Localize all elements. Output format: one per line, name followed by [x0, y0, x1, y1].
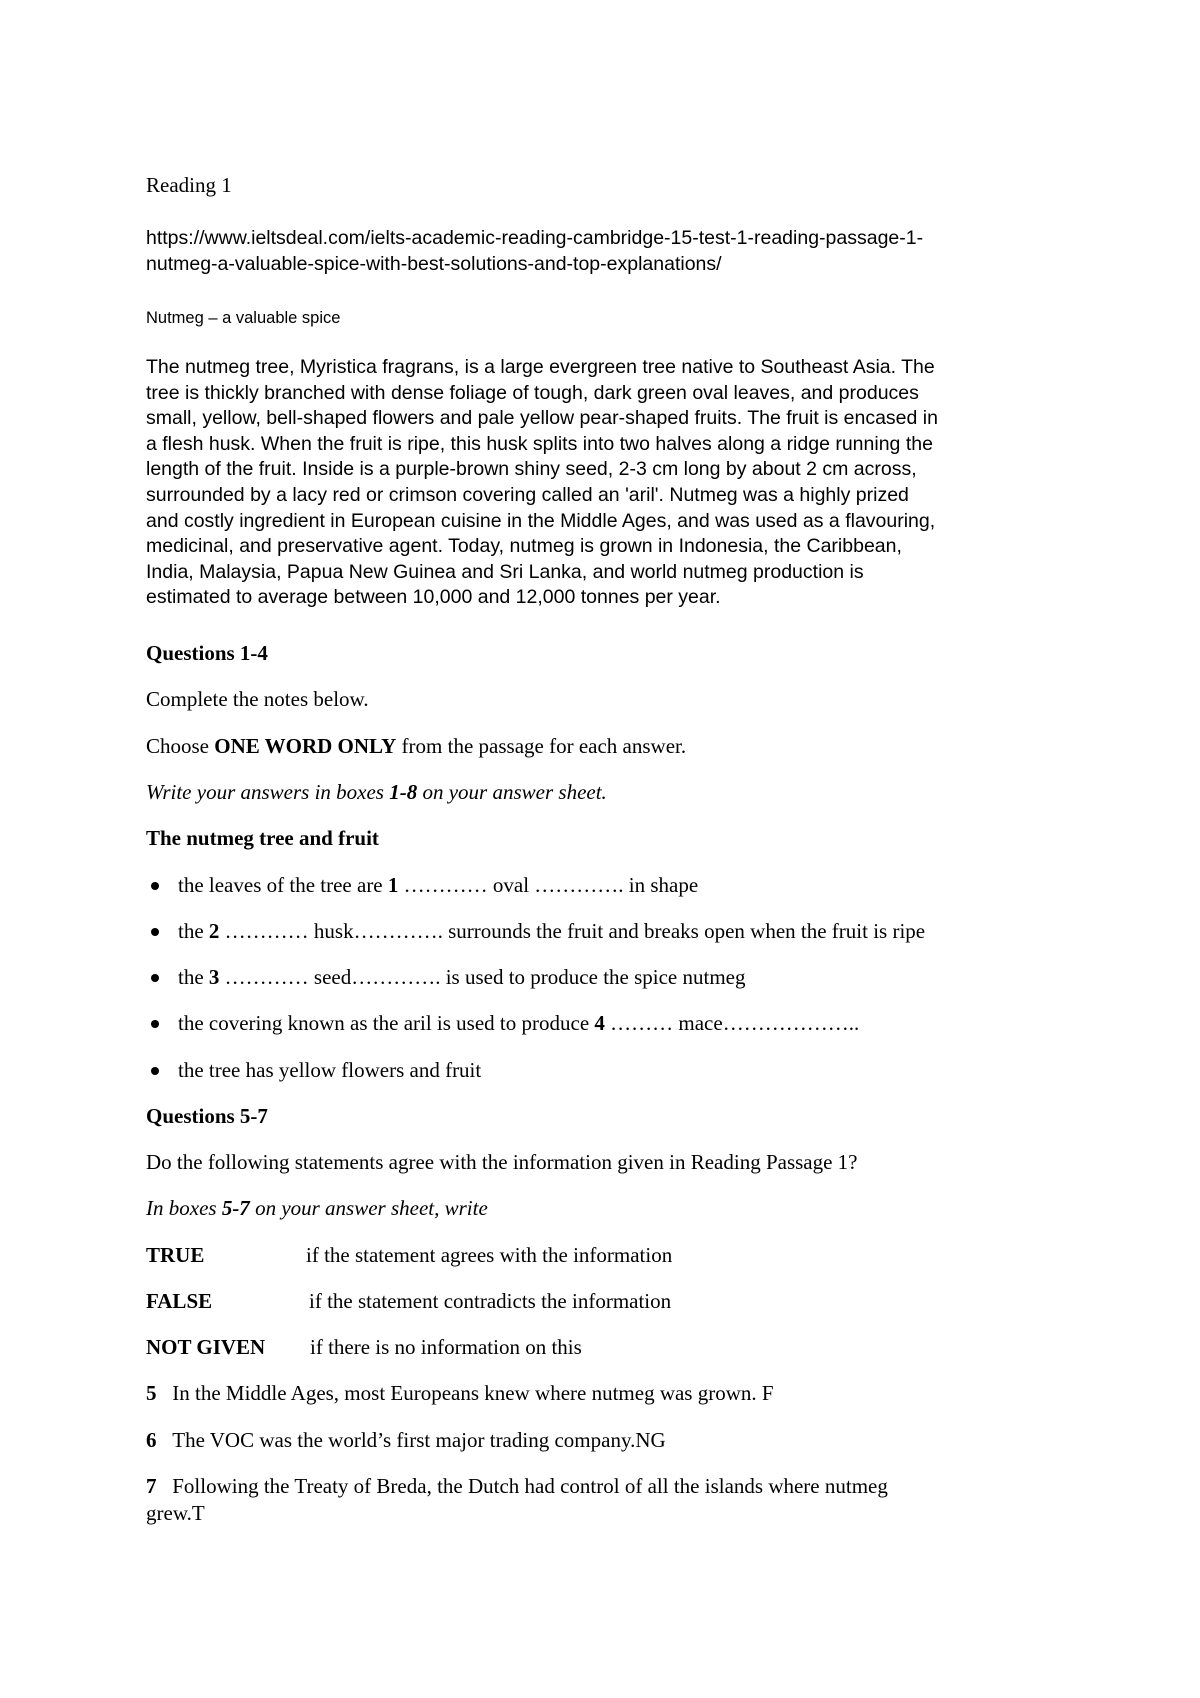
instruction-text: In boxes — [146, 1196, 222, 1220]
statement-5 — [146, 1380, 774, 1407]
note-text: the leaves of the tree are 1 ………… oval …………. in shape — [178, 873, 699, 897]
bullet-icon — [151, 1067, 159, 1075]
instruction-text: Write your answers in boxes — [146, 780, 390, 804]
option-description: if the statement agrees with the information — [306, 1243, 673, 1267]
statement-number: 5 — [146, 1381, 157, 1405]
questions-5-7-heading: Questions 5-7 — [146, 1104, 268, 1128]
note-text: the tree has yellow flowers and fruit — [178, 1058, 482, 1082]
bullet-icon — [151, 974, 159, 982]
note-text: the 3 ………… seed…………. is used to produce the spice nutmeg — [178, 965, 746, 989]
option-label: TRUE — [146, 1243, 205, 1267]
instruction-write-boxes — [146, 1195, 488, 1222]
statement-text: The VOC was the world’s first major trading company.NG — [172, 1428, 666, 1452]
statement-number: 6 — [146, 1428, 157, 1452]
passage-heading: Nutmeg – a valuable spice — [146, 309, 341, 327]
option-description: if the statement contradicts the information — [309, 1289, 672, 1313]
statement-7 — [146, 1473, 1066, 1527]
option-not-given — [146, 1334, 582, 1361]
bullet-icon — [151, 1020, 159, 1028]
statement-text: Following the Treaty of Breda, the Dutch had control of all the islands where nutmeg — [172, 1474, 888, 1498]
bullet-icon — [151, 882, 159, 890]
instruction-text: on your answer sheet. — [417, 780, 607, 804]
option-true — [146, 1242, 672, 1269]
passage-line: small, yellow, bell-shaped flowers and pale yellow pear-shaped fruits. The fruit is encased in — [146, 407, 938, 430]
instruction-emphasis: ONE WORD ONLY — [214, 734, 397, 758]
instruction-complete-notes: Complete the notes below. — [146, 687, 369, 711]
bullet-icon — [151, 928, 159, 936]
statement-text: In the Middle Ages, most Europeans knew where nutmeg was grown. F — [172, 1381, 774, 1405]
statement-line — [146, 1473, 1066, 1500]
option-false — [146, 1288, 671, 1315]
passage-line: estimated to average between 10,000 and 12,000 tonnes per year. — [146, 586, 721, 609]
note-text: the 2 ………… husk…………. surrounds the fruit and breaks open when the fruit is ripe — [178, 919, 926, 943]
questions-1-4-heading: Questions 1-4 — [146, 641, 268, 665]
instruction-emphasis: 5-7 — [221, 1196, 250, 1220]
statement-number: 7 — [146, 1474, 157, 1498]
passage-line: India, Malaysia, Papua New Guinea and Sri Lanka, and world nutmeg production is — [146, 560, 864, 583]
question-number: 2 — [208, 919, 220, 943]
instruction-emphasis: 1-8 — [389, 780, 418, 804]
option-description: if there is no information on this — [310, 1335, 582, 1359]
passage-line: The nutmeg tree, Myristica fragrans, is a large evergreen tree native to Southeast Asia. The — [146, 356, 935, 378]
passage-line: a flesh husk. When the fruit is ripe, this husk splits into two halves along a ridge running the — [146, 432, 933, 455]
option-label: NOT GIVEN — [146, 1335, 266, 1359]
instruction-answer-boxes — [146, 779, 607, 806]
statement-6 — [146, 1427, 666, 1454]
option-label: FALSE — [146, 1289, 213, 1313]
passage-line: length of the fruit. Inside is a purple-brown shiny seed, 2-3 cm long by about 2 cm across, — [146, 458, 917, 481]
note-text: the covering known as the aril is used to produce 4 ……… mace……………….. — [178, 1011, 860, 1035]
instruction-text: on your answer sheet, write — [249, 1196, 488, 1220]
instruction-text: Choose — [146, 734, 215, 758]
question-number: 4 — [594, 1011, 605, 1035]
instruction-text: from the passage for each answer. — [396, 734, 687, 758]
question-number: 1 — [387, 873, 399, 897]
passage-line: and costly ingredient in European cuisine in the Middle Ages, and was used as a flavouring, — [146, 509, 936, 532]
source-url-line-1[interactable]: https://www.ieltsdeal.com/ielts-academic-reading-cambridge-15-test-1-reading-passage-1- — [146, 227, 924, 249]
document-title: Reading 1 — [146, 173, 232, 197]
notes-heading: The nutmeg tree and fruit — [146, 826, 379, 850]
passage-line: medicinal, and preservative agent. Today, nutmeg is grown in Indonesia, the Caribbean, — [146, 535, 902, 558]
passage-body — [146, 355, 938, 611]
instruction-agree-statements: Do the following statements agree with the information given in Reading Passage 1? — [146, 1150, 858, 1174]
passage-line: tree is thickly branched with dense foliage of tough, dark green oval leaves, and produces — [146, 381, 919, 404]
question-number: 3 — [208, 965, 220, 989]
instruction-choose-words — [146, 733, 686, 760]
source-url-line-2[interactable]: nutmeg-a-valuable-spice-with-best-solutions-and-top-explanations/ — [146, 253, 722, 275]
passage-line: surrounded by a lacy red or crimson covering called an 'aril'. Nutmeg was a highly prized — [146, 483, 909, 506]
statement-text: grew.T — [146, 1501, 205, 1525]
